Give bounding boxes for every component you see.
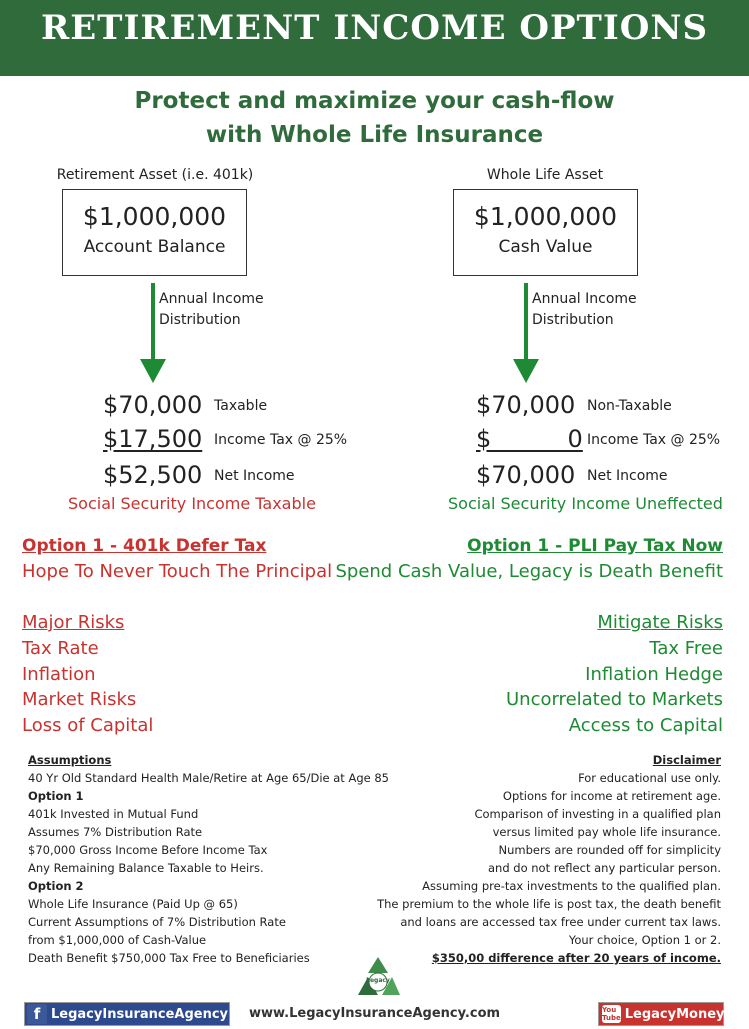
right-risk-2: Inflation Hedge	[585, 664, 723, 685]
legacy-recycle-logo-icon	[352, 955, 404, 1003]
disclaimer-bottom-line: $350,00 difference after 20 years of income.	[431, 951, 721, 965]
right-row-3-label: Net Income	[587, 468, 668, 484]
disclaimer-line: and loans are accessed tax free under current tax laws.	[400, 915, 721, 929]
left-option-title: Option 1 - 401k Defer Tax	[22, 536, 267, 556]
left-option-subtitle: Hope To Never Touch The Principal	[22, 561, 333, 582]
subtitle-line-2: with Whole Life Insurance	[205, 122, 544, 148]
youtube-icon: You Tube	[602, 1006, 621, 1022]
left-risks-title: Major Risks	[22, 612, 125, 633]
disclaimer-line: versus limited pay whole life insurance.	[492, 825, 721, 839]
left-asset-label: Retirement Asset (i.e. 401k)	[56, 167, 254, 183]
assumptions-option1-line: $70,000 Gross Income Before Income Tax	[28, 843, 268, 857]
right-row-3-amount: $70,000	[476, 461, 576, 489]
youtube-label: LegacyMoney	[624, 1006, 725, 1022]
assumptions-option1-title: Option 1	[28, 789, 84, 803]
facebook-icon: f	[27, 1004, 47, 1024]
disclaimer-line: Options for income at retirement age.	[502, 789, 721, 803]
disclaimer-line: and do not reflect any particular person.	[487, 861, 721, 875]
right-row-1-amount: $70,000	[476, 391, 576, 419]
right-option-subtitle: Spend Cash Value, Legacy is Death Benefit	[335, 561, 723, 582]
assumptions-option1-line: Any Remaining Balance Taxable to Heirs.	[28, 861, 264, 875]
disclaimer-line: Your choice, Option 1 or 2.	[568, 933, 721, 947]
left-row-1-amount: $70,000	[103, 391, 203, 419]
left-distribution-label	[159, 289, 264, 331]
left-social-security: Social Security Income Taxable	[68, 494, 316, 513]
facebook-label: LegacyInsuranceAgency	[51, 1006, 229, 1022]
right-risk-3: Uncorrelated to Markets	[505, 689, 723, 710]
left-balance-box	[62, 189, 247, 276]
left-row-2-label: Income Tax @ 25%	[214, 432, 348, 448]
disclaimer-line: Comparison of investing in a qualified plan	[474, 807, 721, 821]
left-risk-3: Market Risks	[22, 689, 137, 710]
subtitle-line-1: Protect and maximize your cash-flow	[134, 88, 615, 114]
left-row-1-label: Taxable	[214, 398, 268, 414]
disclaimer-line: The premium to the whole life is post tax, the death benefit	[377, 897, 721, 911]
website-link[interactable]: www.LegacyInsuranceAgency.com	[248, 1006, 501, 1021]
right-box-label: Cash Value	[498, 237, 593, 257]
left-row-3-label: Net Income	[214, 468, 295, 484]
right-dist-line-2: Distribution	[532, 312, 614, 328]
right-risk-1: Tax Free	[649, 638, 723, 659]
assumptions-option1-line: 401k Invested in Mutual Fund	[28, 807, 199, 821]
left-arrow-head-icon	[140, 359, 166, 383]
left-row-3-amount: $52,500	[103, 461, 203, 489]
right-row-2-label: Income Tax @ 25%	[587, 432, 721, 448]
left-risk-2: Inflation	[22, 664, 96, 685]
right-row-2-amount: $ 0	[476, 425, 583, 453]
right-arrow-shaft	[524, 283, 528, 361]
right-box-amount: $1,000,000	[473, 202, 618, 231]
right-dist-line-1: Annual Income	[532, 291, 637, 307]
left-dist-line-1: Annual Income	[159, 291, 264, 307]
disclaimer-block	[351, 751, 721, 967]
assumptions-option2-line: from $1,000,000 of Cash-Value	[28, 933, 207, 947]
right-cash-value-box	[453, 189, 638, 276]
left-dist-line-2: Distribution	[159, 312, 241, 328]
right-row-1-label: Non-Taxable	[587, 398, 672, 414]
assumptions-option1-line: Assumes 7% Distribution Rate	[28, 825, 203, 839]
right-option-title: Option 1 - PLI Pay Tax Now	[467, 536, 723, 556]
assumptions-option2-line: Whole Life Insurance (Paid Up @ 65)	[28, 897, 238, 911]
assumptions-option2-line: Death Benefit $750,000 Tax Free to Beneficiaries	[28, 951, 310, 965]
disclaimer-line: Assuming pre-tax investments to the qualified plan.	[422, 879, 721, 893]
logo-text: Legacy	[366, 977, 390, 984]
left-risk-4: Loss of Capital	[22, 715, 154, 736]
disclaimer-line: For educational use only.	[578, 771, 721, 785]
left-arrow-shaft	[151, 283, 155, 361]
left-box-amount: $1,000,000	[82, 202, 227, 231]
assumptions-general: 40 Yr Old Standard Health Male/Retire at Age 65/Die at Age 85	[28, 771, 390, 785]
assumptions-option2-title: Option 2	[28, 879, 84, 893]
right-risk-4: Access to Capital	[568, 715, 723, 736]
right-social-security: Social Security Income Uneffected	[448, 494, 723, 513]
left-row-2-amount: $17,500	[103, 425, 203, 453]
header-banner	[0, 0, 749, 76]
assumptions-option2-line: Current Assumptions of 7% Distribution Rate	[28, 915, 286, 929]
disclaimer-line: Numbers are rounded off for simplicity	[498, 843, 721, 857]
right-distribution-label	[532, 289, 637, 331]
youtube-badge[interactable]	[598, 1002, 724, 1026]
right-asset-label: Whole Life Asset	[486, 167, 604, 183]
left-box-label: Account Balance	[83, 237, 226, 257]
assumptions-title: Assumptions	[28, 753, 112, 767]
page-title: RETIREMENT INCOME OPTIONS	[41, 8, 708, 48]
right-risks-title: Mitigate Risks	[597, 612, 723, 633]
disclaimer-title: Disclaimer	[652, 753, 721, 767]
right-arrow-head-icon	[513, 359, 539, 383]
left-risk-1: Tax Rate	[22, 638, 99, 659]
